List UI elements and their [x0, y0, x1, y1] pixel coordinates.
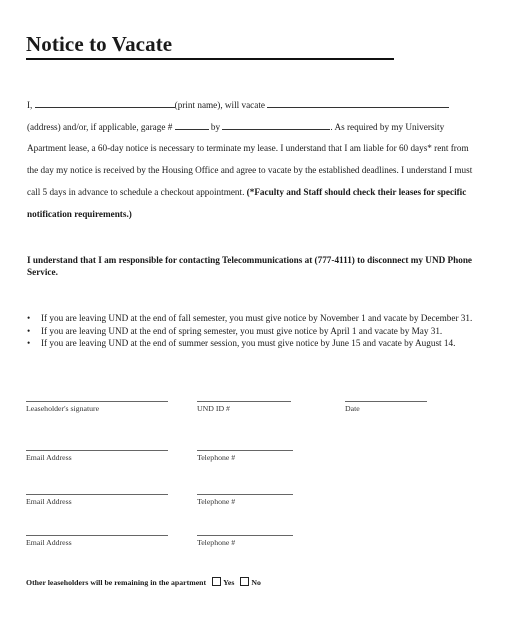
- list-item: [27, 325, 497, 338]
- list-item-text: If you are leaving UND at the end of summer session, you must give notice by June 15 and vacate by August 14.: [41, 338, 456, 348]
- page-title: Notice to Vacate: [26, 32, 173, 56]
- phone-field-1[interactable]: [197, 450, 293, 451]
- telecom-paragraph: [27, 255, 489, 278]
- telecom-line-2: Service.: [27, 266, 58, 277]
- leaseholder-signature-label: Leaseholder's signature: [26, 404, 100, 413]
- phone-field-2[interactable]: [197, 494, 293, 495]
- no-checkbox[interactable]: [240, 577, 249, 586]
- intro-line-2: [27, 117, 489, 139]
- intro-paragraph: [27, 95, 489, 225]
- vacate-date-field[interactable]: [222, 120, 330, 130]
- intro-text: by: [208, 121, 223, 132]
- phone-label-2: Telephone #: [197, 497, 236, 506]
- intro-text: call 5 days in advance to schedule a checkout appointment.: [27, 186, 247, 197]
- bullet-icon: •: [27, 325, 31, 336]
- list-item: [27, 337, 497, 350]
- und-id-label: UND ID #: [197, 404, 230, 413]
- list-item-text: If you are leaving UND at the end of fall semester, you must give notice by November 1 and vacate by December 31.: [41, 313, 473, 323]
- no-label: No: [251, 578, 261, 587]
- bullet-icon: •: [27, 338, 31, 348]
- leaseholder-signature-field[interactable]: [26, 401, 168, 402]
- intro-line-5: [27, 182, 489, 204]
- intro-text: . As required by my University: [330, 121, 445, 132]
- list-item-text: If you are leaving UND at the end of spring semester, you must give notice by April 1 and vacate by May 31.: [41, 325, 443, 336]
- phone-label-3: Telephone #: [197, 538, 236, 547]
- intro-text: (address) and/or, if applicable, garage #: [27, 121, 175, 132]
- vacate-address-field[interactable]: [267, 98, 449, 108]
- email-label-2: Email Address: [26, 497, 72, 506]
- email-field-1[interactable]: [26, 450, 168, 451]
- email-field-2[interactable]: [26, 494, 168, 495]
- garage-number-field[interactable]: [175, 120, 209, 130]
- print-name-field[interactable]: [35, 98, 175, 108]
- email-label-3: Email Address: [26, 538, 72, 547]
- date-field[interactable]: [345, 401, 427, 402]
- list-item: [27, 312, 497, 325]
- title-underline: [26, 58, 394, 60]
- email-label-1: Email Address: [26, 453, 72, 462]
- phone-field-3[interactable]: [197, 535, 293, 536]
- faculty-note: (*Faculty and Staff should check their leases for specific: [246, 186, 467, 197]
- und-id-field[interactable]: [197, 401, 291, 402]
- remaining-leaseholders-question: [26, 577, 261, 587]
- deadline-list: [27, 312, 497, 350]
- intro-line-3: Apartment lease, a 60-day notice is necessary to terminate my lease. I understand that I am liable for 60 days* rent from: [27, 143, 469, 154]
- intro-line-1: [27, 95, 489, 117]
- question-text: Other leaseholders will be remaining in the apartment: [26, 578, 207, 587]
- yes-checkbox[interactable]: [212, 577, 221, 586]
- telecom-line-1: I understand that I am responsible for contacting Telecommunications at (777-4111) to disconnect my UND Phone: [27, 255, 473, 265]
- intro-text: I,: [27, 100, 35, 110]
- email-field-3[interactable]: [26, 535, 168, 536]
- yes-label: Yes: [223, 578, 235, 587]
- intro-text: (print name), will vacate: [174, 100, 268, 110]
- intro-line-4: the day my notice is received by the Housing Office and agree to vacate by the established deadlines. I understand I must: [27, 165, 473, 176]
- date-label: Date: [345, 404, 360, 413]
- bullet-icon: •: [27, 313, 31, 323]
- intro-line-6: notification requirements.): [27, 208, 132, 219]
- phone-label-1: Telephone #: [197, 453, 236, 462]
